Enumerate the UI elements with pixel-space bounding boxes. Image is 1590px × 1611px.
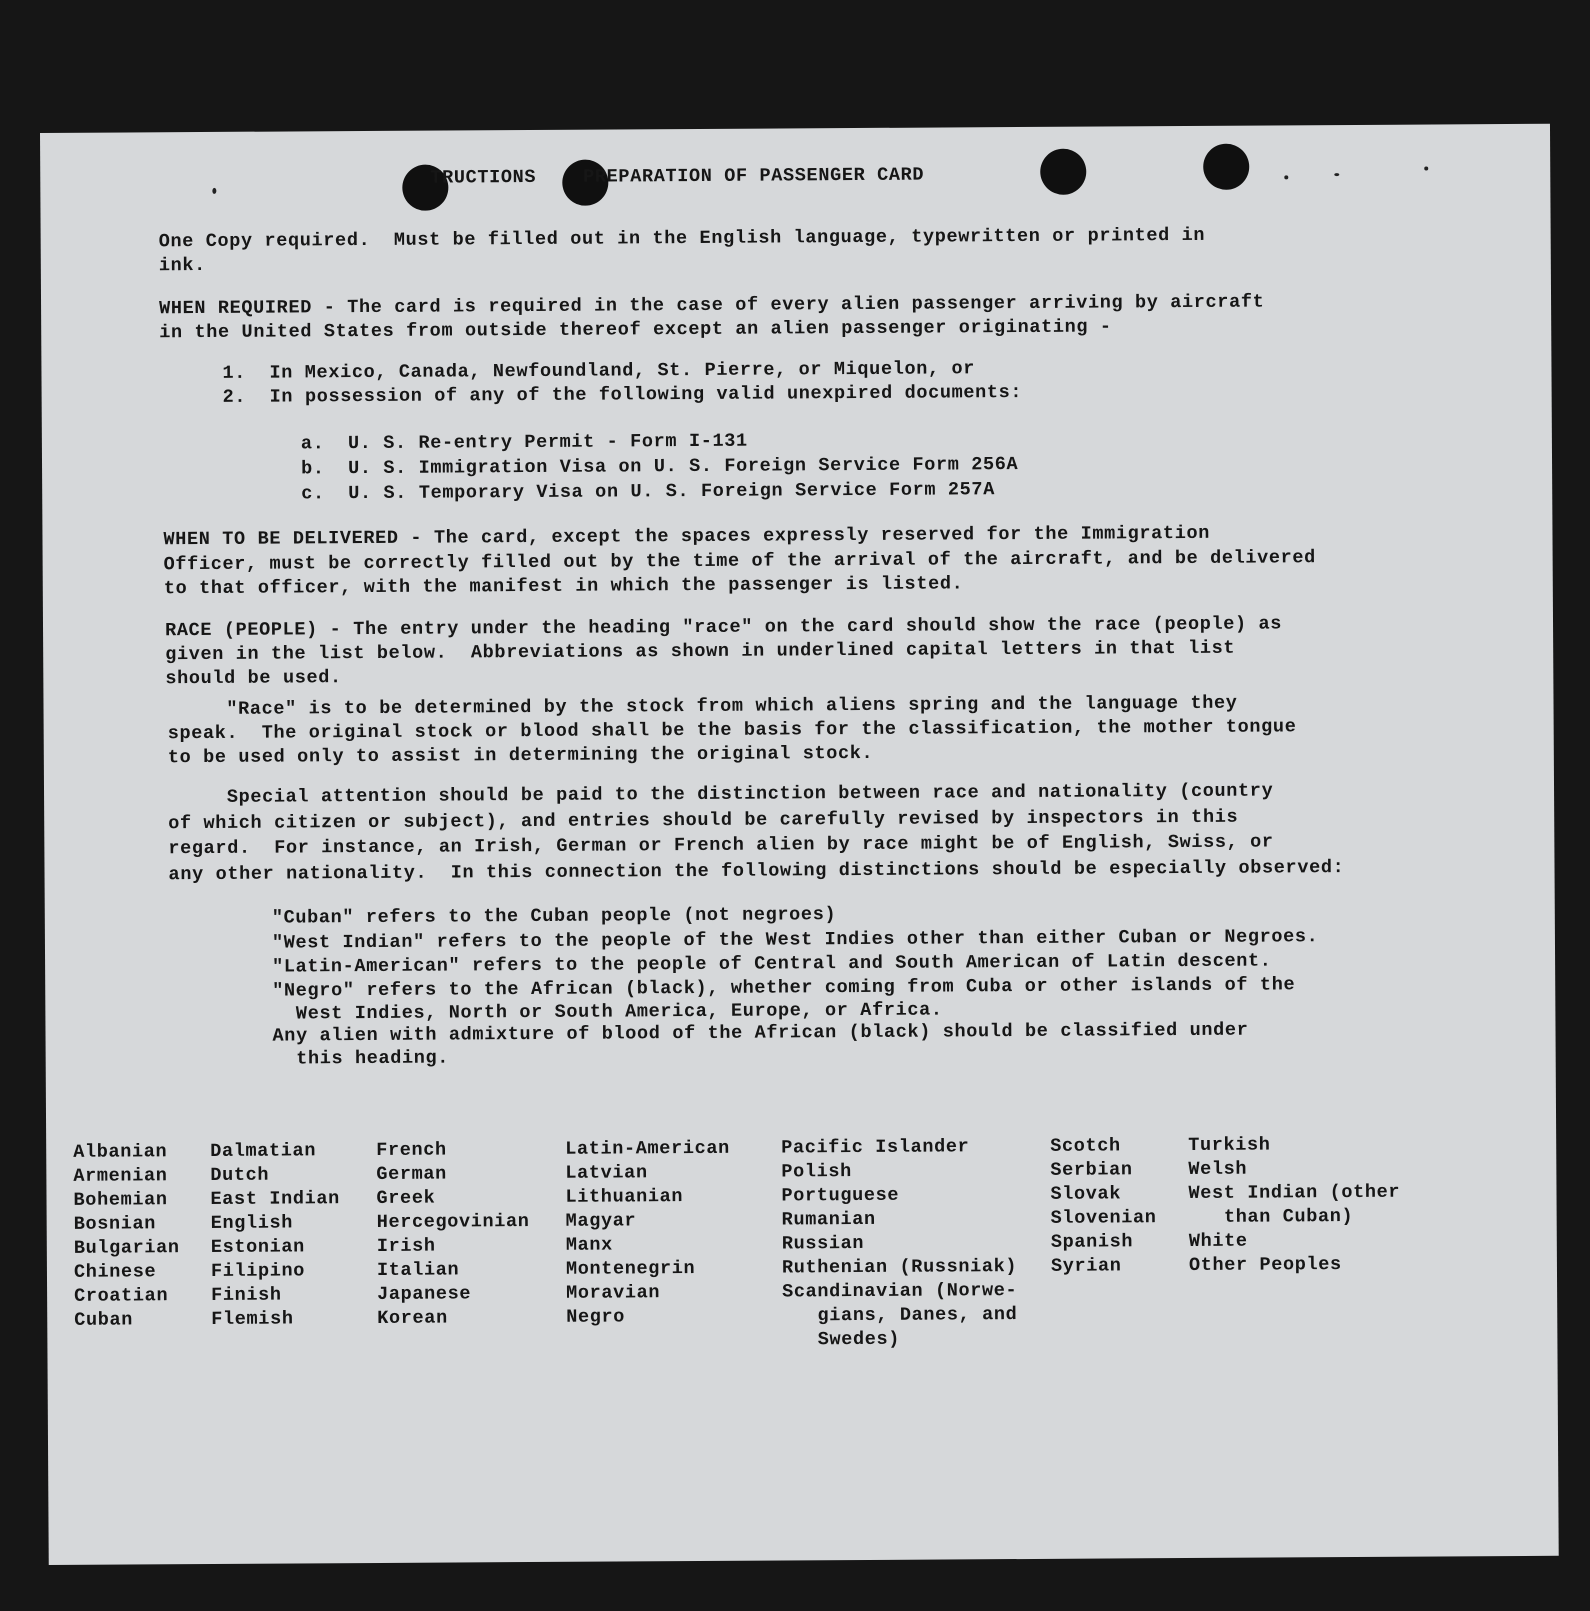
when-delivered-line-3: to that officer, with the manifest in which the passenger is listed. <box>163 573 964 600</box>
origin-item-2: 2. In possession of any of the following valid unexpired documents: <box>222 382 1023 408</box>
race-entry: Bulgarian <box>73 1237 180 1259</box>
race-entry: Hercegovinian <box>376 1211 530 1233</box>
race-entry: Dutch <box>210 1164 270 1186</box>
when-delivered-line-1: WHEN TO BE DELIVERED - The card, except the spaces expressly reserved for the Immigration <box>163 522 1211 551</box>
race-entry: Cuban <box>74 1309 134 1331</box>
race-entry: Magyar <box>565 1210 637 1232</box>
race-entry: Scotch <box>1050 1135 1121 1157</box>
race-entry: Serbian <box>1050 1159 1133 1181</box>
race-entry: Rumanian <box>781 1208 876 1231</box>
distinction-latin-american: "Latin-American" refers to the people of Central and South American of Latin descent. <box>272 950 1272 978</box>
race-column-1 <box>73 1140 180 1333</box>
speck <box>1334 173 1339 176</box>
race-determined-line-1: "Race" is to be determined by the stock from which aliens spring and the language they <box>167 692 1238 721</box>
race-entry: Japanese <box>377 1283 472 1305</box>
race-entry: Albanian <box>73 1141 168 1163</box>
race-entry: Croatian <box>74 1285 169 1307</box>
race-entry: Greek <box>376 1187 436 1209</box>
race-entry: Other Peoples <box>1188 1254 1342 1277</box>
race-entry: Ruthenian (Russniak) <box>781 1256 1018 1279</box>
race-list <box>73 1132 1474 1371</box>
race-column-6 <box>1050 1134 1157 1279</box>
when-required-line-2: in the United States from outside thereof except an alien passenger originating - <box>159 316 1112 344</box>
special-attention-line-2: of which citizen or subject), and entries should be carefully revised by inspectors in this <box>168 806 1239 835</box>
race-entry: Spanish <box>1050 1231 1134 1253</box>
speck <box>1424 167 1428 171</box>
race-entry: Dalmatian <box>210 1140 317 1162</box>
race-column-2 <box>210 1139 341 1332</box>
race-determined-line-2: speak. The original stock or blood shall be the basis for the classification, the mother tongue <box>167 716 1297 745</box>
race-entry: English <box>210 1212 294 1234</box>
speck <box>1284 175 1288 179</box>
distinction-cuban: "Cuban" refers to the Cuban people (not negroes) <box>271 904 837 929</box>
document-item-b: b. U. S. Immigration Visa on U. S. Foreign Service Form 256A <box>300 454 1019 480</box>
race-entry: Filipino <box>210 1260 306 1282</box>
race-people-line-2: given in the list below. Abbreviations as shown in underlined capital letters in that list <box>165 637 1236 666</box>
race-entry: West Indian (other <box>1188 1181 1401 1205</box>
special-attention-line-3: regard. For instance, an Irish, German or French alien by race might be of English, Swiss, or <box>168 831 1274 860</box>
race-entry: Flemish <box>211 1308 294 1330</box>
race-entry: Finish <box>211 1284 282 1306</box>
when-required-line-1: WHEN REQUIRED - The card is required in the case of every alien passenger arriving by aircraft <box>159 291 1265 320</box>
race-entry: Italian <box>376 1259 460 1281</box>
distinction-admixture-line-2: this heading. <box>272 1047 450 1070</box>
race-entry: Bosnian <box>73 1213 157 1235</box>
race-entry: Scandinavian (Norwe- <box>782 1280 1018 1303</box>
distinction-west-indian: "West Indian" refers to the people of the West Indies other than either Cuban or Negroes. <box>271 926 1319 954</box>
when-delivered-line-2: Officer, must be correctly filled out by the time of the arrival of the aircraft, and be delivered <box>163 547 1316 576</box>
distinction-negro-line-2: West Indies, North or South America, Europe, or Africa. <box>272 999 943 1025</box>
race-column-3 <box>376 1138 530 1331</box>
race-entry: Moravian <box>566 1282 661 1304</box>
page-title: TRUCTIONS PREPARATION OF PASSENGER CARD <box>430 164 925 189</box>
race-entry: Portuguese <box>781 1184 900 1207</box>
race-people-line-1: RACE (PEOPLE) - The entry under the heading "race" on the card should show the race (people) as <box>164 613 1283 642</box>
race-column-4 <box>565 1137 731 1330</box>
race-entry: Montenegrin <box>565 1258 696 1280</box>
race-entry: East Indian <box>210 1188 340 1210</box>
race-entry: Swedes) <box>782 1328 901 1351</box>
race-entry: Welsh <box>1188 1158 1248 1181</box>
punch-hole-3 <box>1040 149 1086 195</box>
race-entry: Polish <box>781 1161 852 1183</box>
race-entry: Manx <box>565 1234 613 1256</box>
race-entry: than Cuban) <box>1188 1205 1354 1229</box>
distinction-negro-line-1: "Negro" refers to the African (black), whether coming from Cuba or other islands of the <box>272 974 1296 1002</box>
race-entry: Korean <box>377 1307 448 1329</box>
race-entry: Turkish <box>1188 1134 1271 1157</box>
race-entry: Pacific Islander <box>781 1136 970 1159</box>
race-entry: Russian <box>781 1232 865 1255</box>
race-entry: Estonian <box>210 1236 305 1258</box>
race-entry: Slovenian <box>1050 1207 1157 1229</box>
document-item-a: a. U. S. Re-entry Permit - Form I-131 <box>300 430 748 455</box>
race-entry: French <box>376 1139 447 1161</box>
special-attention-line-1: Special attention should be paid to the distinction between race and nationality (country <box>167 780 1274 809</box>
race-entry: Slovak <box>1050 1183 1122 1205</box>
special-attention-line-4: any other nationality. In this connection the following distinctions should be especially observed: <box>168 857 1345 886</box>
race-entry: gians, Danes, and <box>782 1304 1018 1327</box>
race-entry: Negro <box>566 1306 626 1328</box>
race-entry: White <box>1188 1230 1248 1253</box>
passenger-card-instructions-page <box>40 124 1559 1565</box>
document-item-c: c. U. S. Temporary Visa on U. S. Foreign Service Form 257A <box>301 479 995 505</box>
intro-line-1: One Copy required. Must be filled out in the English language, typewritten or printed in <box>158 224 1206 253</box>
race-determined-line-3: to be used only to assist in determining the original stock. <box>167 742 874 769</box>
race-entry: Bohemian <box>73 1189 168 1211</box>
race-people-line-3: should be used. <box>165 667 342 690</box>
race-entry: Armenian <box>73 1165 168 1187</box>
race-entry: Chinese <box>73 1261 157 1283</box>
race-entry: Syrian <box>1050 1255 1122 1277</box>
intro-line-2: ink. <box>158 254 206 277</box>
race-entry: Latvian <box>565 1162 648 1184</box>
distinction-admixture-line-1: Any alien with admixture of blood of the African (black) should be classified under <box>272 1019 1249 1047</box>
race-entry: German <box>376 1163 447 1185</box>
race-column-5 <box>781 1135 1017 1352</box>
race-entry: Irish <box>376 1235 436 1257</box>
origin-item-1: 1. In Mexico, Canada, Newfoundland, St. Pierre, or Miquelon, or <box>222 358 976 384</box>
race-entry: Lithuanian <box>565 1186 684 1208</box>
race-entry: Latin-American <box>565 1137 730 1160</box>
speck <box>212 188 216 194</box>
punch-hole-4 <box>1203 144 1249 190</box>
race-column-7 <box>1188 1133 1401 1278</box>
